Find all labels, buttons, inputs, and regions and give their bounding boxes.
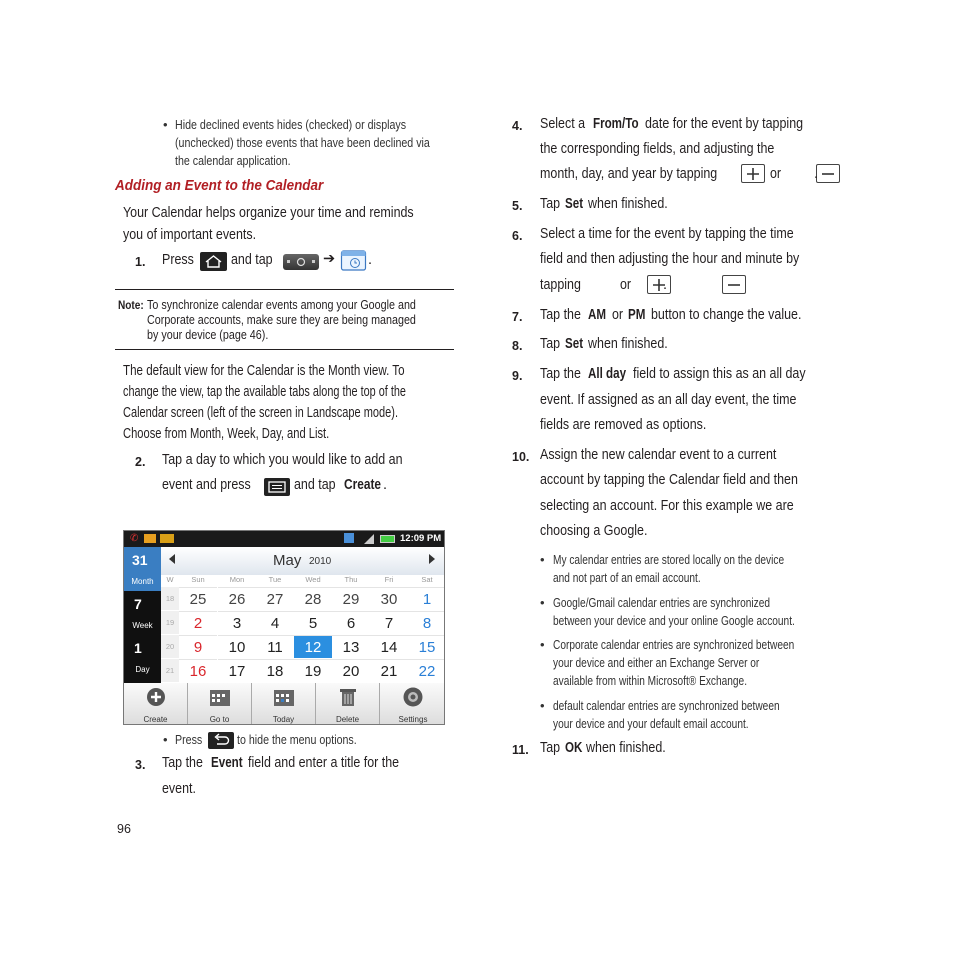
day-cell[interactable]: 20 [332, 659, 370, 682]
step-4-line3: month, day, and year by tapping [540, 166, 718, 182]
settings-label: Settings [398, 715, 428, 724]
intro-line1: Your Calendar helps organize your time and reminds [123, 205, 414, 221]
month-header [161, 547, 445, 575]
step-5-set: Set [565, 196, 584, 212]
step-7-or: or [612, 307, 624, 323]
sync-icon [344, 533, 354, 543]
step-6-line3: tapping [540, 277, 581, 293]
bullet-google-line2: between your device and your online Google account. [553, 613, 795, 628]
default-view-line2: change the view, tap the available tabs along the top of the [123, 384, 406, 400]
calendar-screenshot [123, 530, 445, 725]
default-view-line3: Calendar screen (left of the screen in Landscape mode). [123, 405, 399, 421]
menu-toolbar [124, 683, 445, 725]
step-7-a: Tap the [540, 307, 581, 323]
week-number: 21 [161, 659, 179, 682]
tab-day-number: 1 [134, 640, 142, 656]
intro-line2: you of important events. [123, 227, 257, 243]
step-2-and-tap: and tap [294, 477, 336, 493]
step-4-period: . [814, 166, 819, 182]
bullet-my-calendar-line2: and not part of an email account. [553, 570, 701, 585]
step-8-b: when finished. [588, 336, 668, 352]
step-4-or: or [770, 166, 782, 182]
bullet-dot: • [540, 595, 545, 610]
settings-button[interactable] [380, 683, 445, 725]
step-6-or: or [620, 277, 632, 293]
day-of-week-7: Sat [421, 575, 433, 584]
step-9-all-day: All day [588, 366, 627, 382]
step-7-am: AM [588, 307, 607, 323]
bullet-my-calendar-line1: My calendar entries are stored locally on the device [553, 552, 785, 567]
step-8-set: Set [565, 336, 584, 352]
step-9-b: field to assign this as an all day [633, 366, 806, 382]
step-11-number: 11. [512, 743, 529, 757]
back-key-icon [208, 732, 234, 749]
view-tabs [124, 547, 161, 683]
minus-button-icon [816, 164, 840, 183]
day-cell[interactable]: 11 [256, 635, 294, 658]
note-line2: Corporate accounts, make sure they are being managed [147, 313, 416, 327]
note-label: Note: [118, 298, 144, 312]
missed-call-icon: ✆ [130, 533, 139, 544]
day-cell[interactable]: 22 [408, 659, 445, 682]
delete-label: Delete [335, 715, 360, 724]
note-line3: by your device (page 46). [147, 328, 269, 342]
step-3-a: Tap the [162, 755, 203, 771]
bullet-default-line1: default calendar entries are synchronized between [553, 698, 780, 713]
bullet-default-line2: your device and your default email account. [553, 716, 749, 731]
bullet-dot: • [540, 698, 545, 713]
day-of-week-0: W [166, 575, 174, 584]
day-cell[interactable]: 7 [370, 611, 408, 634]
day-cell[interactable]: 10 [218, 635, 256, 658]
step-9-a: Tap the [540, 366, 581, 382]
default-view-line1: The default view for the Calendar is the Month view. To [123, 363, 405, 379]
trash-icon [339, 687, 357, 707]
note-bottom-rule [115, 349, 454, 350]
step-9-number: 9. [512, 369, 523, 383]
step-8-a: Tap [540, 336, 561, 352]
note-line1: To synchronize calendar events among your Google and [147, 298, 416, 312]
press-bullet-a: Press [175, 732, 203, 747]
day-cell[interactable]: 9 [179, 635, 217, 658]
month-year: 2010 [309, 556, 332, 567]
step-4-b: date for the event by tapping [645, 116, 804, 132]
tab-day[interactable] [124, 635, 161, 679]
step-3-event: Event [211, 755, 243, 771]
plus-button-icon [647, 275, 671, 294]
step-11-a: Tap [540, 740, 561, 756]
bullet-dot: • [540, 552, 545, 567]
step-3-number: 3. [135, 758, 146, 772]
step-11-b: when finished. [586, 740, 666, 756]
day-cell[interactable]: 26 [218, 587, 256, 610]
step-6-line2: field and then adjusting the hour and minute by [540, 251, 800, 267]
calendar-app-icon [340, 248, 367, 272]
day-cell[interactable]: 19 [294, 659, 332, 682]
day-cell[interactable]: 28 [294, 587, 332, 610]
step-3-b: field and enter a title for the [248, 755, 400, 771]
step-1-arrow: ➔ [323, 251, 336, 267]
goto-icon [209, 687, 231, 707]
day-cell[interactable]: 18 [256, 659, 294, 682]
today-icon [273, 687, 295, 707]
bullet-corporate-line1: Corporate calendar entries are synchronized between [553, 637, 795, 652]
step-5-a: Tap [540, 196, 561, 212]
day-cell[interactable]: 5 [294, 611, 332, 634]
day-cell[interactable]: 2 [179, 611, 217, 634]
bullet-hide-declined-line2: (unchecked) those events that have been declined via [175, 135, 430, 150]
create-button[interactable] [124, 683, 188, 725]
step-5-number: 5. [512, 199, 523, 213]
step-2-number: 2. [135, 455, 146, 469]
message-icon [144, 534, 156, 543]
press-bullet-dot: • [163, 732, 168, 747]
step-6-period: . [663, 277, 668, 293]
step-1-and-tap: and tap [231, 252, 273, 268]
step-2-period: . [383, 477, 388, 493]
step-10-line4: choosing a Google. [540, 523, 648, 539]
press-bullet-b: to hide the menu options. [237, 732, 357, 747]
day-of-week-2: Mon [229, 575, 245, 584]
goto-label: Go to [209, 715, 230, 724]
step-2-create: Create [344, 477, 382, 493]
battery-icon [380, 535, 395, 543]
page-number: 96 [117, 822, 131, 836]
day-cell[interactable]: 30 [370, 587, 408, 610]
tab-day-label: Day [135, 665, 150, 674]
day-of-week-1: Sun [191, 575, 205, 584]
step-1-number: 1. [135, 255, 146, 269]
today-button[interactable] [252, 683, 316, 725]
day-cell[interactable]: 4 [256, 611, 294, 634]
step-3-line2: event. [162, 781, 196, 797]
step-11-ok: OK [565, 740, 583, 756]
step-4-number: 4. [512, 119, 523, 133]
email-icon [160, 534, 174, 543]
bullet-hide-declined-line3: the calendar application. [175, 153, 291, 168]
signal-icon [364, 534, 374, 544]
section-heading: Adding an Event to the Calendar [115, 178, 324, 194]
step-10-number: 10. [512, 450, 530, 464]
step-6-number: 6. [512, 229, 523, 243]
step-1-period: . [368, 252, 373, 268]
step-5-b: when finished. [588, 196, 668, 212]
today-label: Today [272, 715, 295, 724]
step-4-from-to: From/To [593, 116, 639, 132]
create-label: Create [143, 715, 168, 724]
tab-week[interactable] [124, 591, 161, 635]
applications-icon [283, 254, 319, 270]
tab-month[interactable] [124, 547, 161, 591]
day-cell[interactable]: 13 [332, 635, 370, 658]
day-cell-selected[interactable]: 12 [294, 635, 332, 658]
day-of-week-3: Tue [268, 575, 282, 584]
day-cell[interactable]: 8 [408, 611, 445, 634]
step-10-line2: account by tapping the Calendar field and then [540, 472, 798, 488]
day-cell[interactable]: 14 [370, 635, 408, 658]
day-cell[interactable]: 21 [370, 659, 408, 682]
bullet-google-line1: Google/Gmail calendar entries are synchronized [553, 595, 770, 610]
delete-button[interactable] [316, 683, 380, 725]
bullet-dot: • [540, 637, 545, 652]
month-name: May [273, 552, 302, 569]
minus-button-icon [722, 275, 746, 294]
tab-week-number: 7 [134, 596, 142, 612]
step-8-number: 8. [512, 339, 523, 353]
home-key-icon [200, 252, 227, 271]
day-of-week-4: Wed [305, 575, 321, 584]
step-2-line2a: event and press [162, 477, 251, 493]
step-9-line2: event. If assigned as an all day event, the time [540, 392, 797, 408]
day-cell[interactable]: 27 [256, 587, 294, 610]
menu-key-icon [264, 478, 290, 496]
day-cell[interactable]: 3 [218, 611, 256, 634]
step-7-pm: PM [628, 307, 646, 323]
week-number: 19 [161, 611, 179, 634]
default-view-line4: Choose from Month, Week, Day, and List. [123, 426, 330, 442]
prev-month-arrow-icon[interactable] [169, 554, 175, 564]
settings-gear-icon [402, 686, 424, 708]
tab-month-label: Month [131, 577, 154, 586]
day-cell[interactable]: 15 [408, 635, 445, 658]
week-number: 18 [161, 587, 179, 610]
day-cell[interactable]: 6 [332, 611, 370, 634]
day-cell[interactable]: 17 [218, 659, 256, 682]
step-4-a: Select a [540, 116, 586, 132]
step-7-b: button to change the value. [651, 307, 802, 323]
day-cell[interactable]: 16 [179, 659, 217, 682]
create-icon [146, 687, 166, 707]
note-top-rule [115, 289, 454, 290]
tab-week-label: Week [132, 621, 153, 630]
day-cell[interactable]: 25 [179, 587, 217, 610]
bullet-hide-declined-line1: Hide declined events hides (checked) or displays [175, 117, 407, 132]
step-9-line3: fields are removed as options. [540, 417, 707, 433]
month-grid [161, 575, 445, 683]
day-cell[interactable]: 29 [332, 587, 370, 610]
tab-month-number: 31 [132, 552, 148, 568]
goto-button[interactable] [188, 683, 252, 725]
next-month-arrow-icon[interactable] [429, 554, 435, 564]
step-10-line1: Assign the new calendar event to a current [540, 447, 777, 463]
step-1-press: Press [162, 252, 194, 268]
day-of-week-5: Thu [344, 575, 358, 584]
plus-button-icon [741, 164, 765, 183]
bullet-corporate-line3: available from within Microsoft® Exchange. [553, 673, 748, 688]
day-of-week-6: Fri [384, 575, 394, 584]
status-bar [124, 531, 445, 547]
step-4-line2: the corresponding fields, and adjusting the [540, 141, 775, 157]
step-10-line3: selecting an account. For this example we are [540, 498, 794, 514]
day-cell[interactable]: 1 [408, 587, 445, 610]
step-2-line1: Tap a day to which you would like to add an [162, 452, 403, 468]
bullet-corporate-line2: your device and either an Exchange Server or [553, 655, 760, 670]
status-time: 12:09 PM [400, 533, 442, 544]
step-7-number: 7. [512, 310, 523, 324]
step-6-line1: Select a time for the event by tapping the time [540, 226, 794, 242]
week-number: 20 [161, 635, 179, 658]
bullet-dot: • [163, 117, 168, 132]
